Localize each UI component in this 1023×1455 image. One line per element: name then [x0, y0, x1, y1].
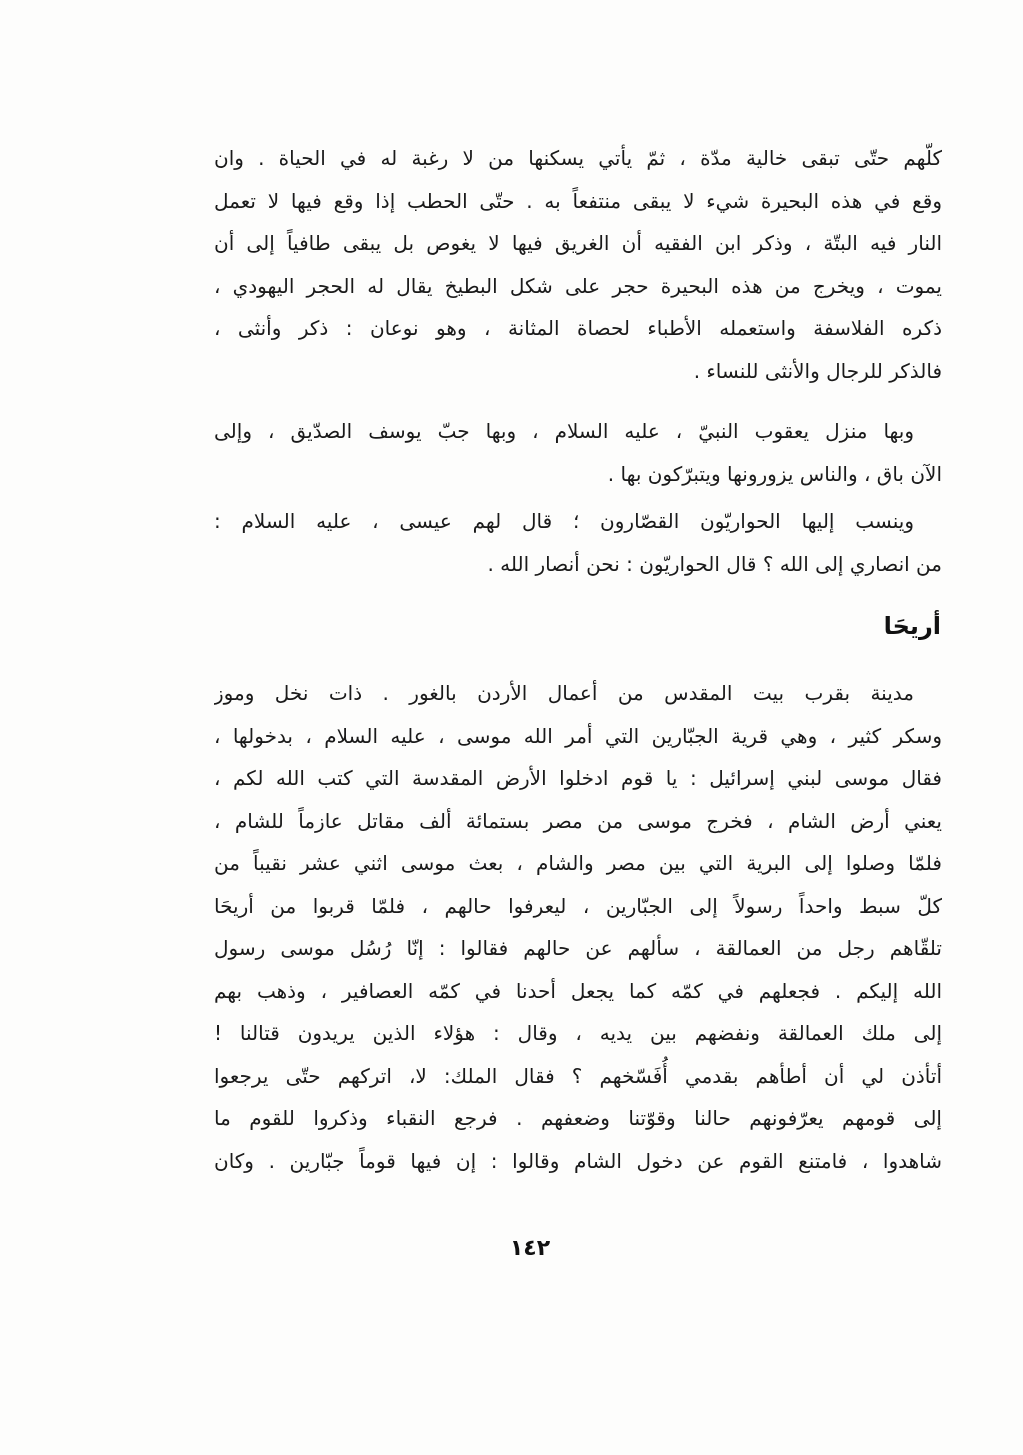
text-line: من انصاري إلى الله ؟ قال الحواريّون : نحن أنصار الله .: [487, 551, 942, 576]
text-line: إلى ملك العمالقة ونفضهم بين يديه ، وقال : هؤلاء الذين يريدون قتالنا !: [214, 1021, 942, 1045]
text-line: وقع في هذه البحيرة شيء لا يبقى منتفعاً به . حتّى الحطب إذا وقع فيها لا تعمل: [214, 188, 942, 213]
text-line: كلّهم حتّى تبقى خالية مدّة ، ثمّ يأتي يسكنها من لا رغبة له في الحياة . وان: [214, 146, 942, 170]
text-line: فالذكر للرجال والأنثى للنساء .: [693, 358, 942, 383]
text-line: الآن باق ، والناس يزورونها ويتبرّكون بها .: [607, 461, 942, 486]
text-line: وسكر كثير ، وهي قرية الجبّارين التي أمر الله موسى ، عليه السلام ، بدخولها ،: [214, 723, 942, 748]
text-line: يعني أرض الشام ، فخرج موسى من مصر بستمائة ألف مقاتل عازماً للشام ،: [214, 808, 942, 833]
section-heading: أريحَا: [883, 612, 941, 640]
text-line: النار فيه البتّة ، وذكر ابن الفقيه أن الغريق فيها لا يغوص بل يبقى طافياً إلى أن: [214, 231, 942, 255]
paragraph-jacob: [214, 410, 942, 495]
text-line: تلقّاهم رجل من العمالقة ، سألهم عن حالهم فقالوا : إنّا رُسُل موسى رسول: [214, 936, 942, 960]
paragraph-jericho: [214, 672, 942, 1182]
text-line: الله إليكم . فجعلهم في كمّه كما يجعل أحدنا في كمّه العصافير ، وذهب بهم: [214, 978, 942, 1003]
text-line: إلى قومهم يعرّفونهم حالنا وقوّتنا وضعفهم . فرجع النقباء وذكروا للقوم ما: [214, 1106, 942, 1130]
text-line: شاهدوا ، فامتنع القوم عن دخول الشام وقالوا : إن فيها قوماً جبّارين . وكان: [214, 1148, 942, 1173]
text-line: ذكره الفلاسفة واستعمله الأطباء لحصاة المثانة ، وهو نوعان : ذكر وأنثى ،: [214, 316, 942, 340]
text-line: كلّ سبط واحداً رسولاً إلى الجبّارين ، ليعرفوا حالهم ، فلمّا قربوا من أريحَا: [214, 893, 942, 918]
paragraph-dead-sea: [214, 137, 942, 392]
page-number: ١٤٢: [509, 1236, 551, 1261]
text-line: فقال موسى لبني إسرائيل : يا قوم ادخلوا الأرض المقدسة التي كتب الله لكم ،: [214, 766, 942, 790]
text-line: مدينة بقرب بيت المقدس من أعمال الأردن بالغور . ذات نخل وموز: [214, 681, 914, 705]
text-line: وينسب إليها الحواريّون القصّارون ؛ قال لهم عيسى ، عليه السلام :: [214, 509, 914, 533]
text-line: فلمّا وصلوا إلى البرية التي بين مصر والشام ، بعث موسى اثني عشر نقيباً من: [214, 851, 942, 875]
text-line: وبها منزل يعقوب النبيّ ، عليه السلام ، وبها جبّ يوسف الصدّيق ، وإلى: [214, 419, 914, 443]
paragraph-disciples: [214, 500, 942, 585]
text-line: يموت ، ويخرج من هذه البحيرة حجر على شكل البطيخ يقال له الحجر اليهودي ،: [214, 273, 942, 298]
text-line: أتأذن لي أن أطأهم بقدمي أُفَسّخهم ؟ فقال الملك: لا، اتركهم حتّى يرجعوا: [214, 1063, 942, 1088]
